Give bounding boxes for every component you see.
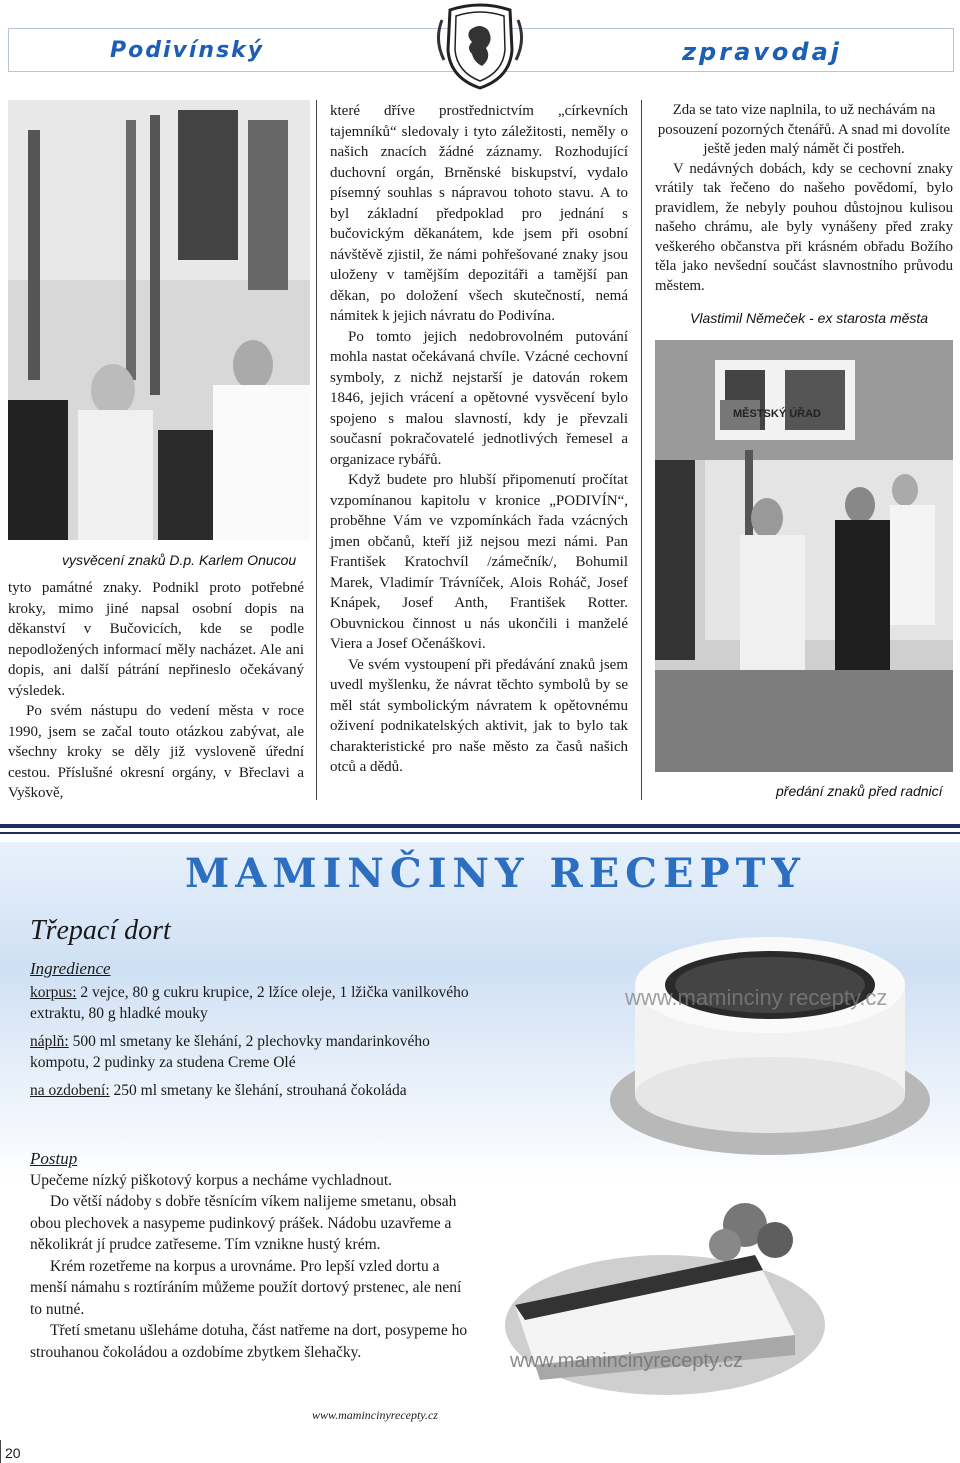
- column-divider: [641, 100, 642, 800]
- town-crest-icon: [430, 0, 530, 92]
- website-link[interactable]: www.mamincinyrecepty.cz: [312, 1408, 438, 1422]
- procedure-step: Krém rozetřeme na korpus a urovnáme. Pro lepší vzled dortu a menší námahu s roztíráním můžeme použít dortový prstenec, ale není to nutné.: [30, 1257, 462, 1318]
- photo-town-hall: [655, 340, 953, 772]
- watermark: www.maminciny recepty.cz: [625, 985, 888, 1010]
- korpus-text: 2 vejce, 80 g cukru krupice, 2 lžíce oleje, 1 lžička vanilkového extraktu, 80 g hladké mouky: [30, 983, 469, 1022]
- masthead-left: Podivínský: [110, 38, 265, 63]
- ozdobeni-label: na ozdobení:: [30, 1081, 110, 1099]
- paragraph: Když budete pro hlubší připomenutí pročítat vzpomínanou kapitolu v kronice „PODIVÍN“, proběhne Vám ve vzpomínkách řada vzácných jmen občanů, kteří již nejsou mezi námi. Pan František Kratochvíl /zámečník/, Bohumil Marek, Vladimír Trávníček, Alois Roháč, Josef Knápek, Josef Anth, František Rotter. Obuvnickou činnost u nás ukončili i manželé Viera a Josef Očenáškovi.: [330, 472, 628, 652]
- procedure-step: Upečeme nízký piškotový korpus a necháme vychladnout.: [30, 1171, 392, 1189]
- recipe-section-title: MAMINČINY RECEPTY: [185, 850, 806, 897]
- article-column-3: [655, 101, 953, 296]
- paragraph: které dříve prostřednictvím „církevních tajemníků“ sledovaly i tyto záležitosti, neměly o našich znacích žádné záznamy. Rozhodující duchovní orgán, Brněnské biskupství, vydalo písemný souhlas s nápravou tohoto stavu. A to byl základní předpoklad pro jednání s bučovickým děkanátem, kde jsem při osobní návštěvě zjistil, že námi pohřešované znaky jsou uloženy v tamějším depozitáři a tamější pan děkan, po doložení všech skutečností, nemá námitek k jejich návratu do Podivína.: [330, 103, 628, 324]
- paragraph: Ve svém vystoupení při předávání znaků jsem uvedl myšlenku, že návrat těchto symbolů by se měl stát symbolickým návratem k opětovnému oživení podnikatelských aktivit, jak to bylo tak charakteristické pro naše město za časů našich otců a dědů.: [330, 656, 628, 775]
- procedure: [30, 1148, 468, 1363]
- paragraph: Po svém nástupu do vedení města v roce 1990, jsem se začal touto otázkou zabývat, ale všechny kroky se děly již vysloveně úřední cestou. Příslušné okresní orgány, v Břeclavi a Vyškově,: [8, 703, 304, 801]
- paragraph: Po tomto jejich nedobrovolném putování mohla nastat očekávaná chvíle. Vzácné cechovní symboly, z nichž nejstarší je datován rokem 1846, jejich vrácení a opětovné vysvěcení bylo spojeno s malou slavností, kdy je převzali současní pokračovatelé jednotlivých řemesel a organizace rybářů.: [330, 328, 628, 468]
- paragraph: Zda se tato vize naplnila, to už nechávám na posouzení pozorných čtenářů. A snad mi dovolíte ještě jeden malý námět či postřeh.: [657, 102, 951, 157]
- procedure-step: Do větší nádoby s dobře těsnícím víkem nalijeme smetanu, obsah obou plechovek a nasypeme pudinkový prášek. Nádobu uzavřeme a několikrát jí prudce zatřeseme. Tím vznikne hustý krém.: [30, 1193, 457, 1253]
- ozdobeni-text: 250 ml smetany ke šlehání, strouhaná čokoláda: [109, 1081, 407, 1099]
- napln-label: náplň:: [30, 1032, 69, 1050]
- photo2-caption: předání znaků před radnicí: [776, 783, 943, 799]
- korpus-label: korpus:: [30, 983, 77, 1001]
- page-margin-rule: [0, 1440, 1, 1463]
- procedure-heading: Postup: [30, 1149, 78, 1168]
- section-band: [0, 824, 960, 828]
- article-column-2: [330, 101, 628, 778]
- ingredients: [30, 958, 470, 1101]
- sign-text: MĚSTSKÝ ÚŘAD: [733, 408, 822, 420]
- photo1-caption: vysvěcení znaků D.p. Karlem Onucou: [62, 552, 297, 568]
- column-divider: [316, 100, 317, 800]
- paragraph: tyto památné znaky. Podnikl proto potřebné kroky, mimo jiné napsal osobní dopis na děkanství v Bučovicích, kde se podle nepodložených informací měly nacházet. Ale ani dopis, ani další pátrání nepřineslo očekávaný výsledek.: [8, 580, 304, 699]
- dish-title: Třepací dort: [30, 915, 171, 946]
- ingredients-heading: Ingredience: [30, 959, 111, 978]
- masthead-right: zpravodaj: [682, 38, 842, 66]
- article-column-1: [8, 578, 304, 804]
- photo-consecration: [8, 100, 310, 540]
- napln-text: 500 ml smetany ke šlehání, 2 plechovky mandarinkového kompotu, 2 pudinky za studena Creme Olé: [30, 1032, 430, 1071]
- paragraph: V nedávných dobách, kdy se cechovní znaky vrátily tak řečeno do našeho povědomí, bylo pravidlem, že nebyly pouhou důstojnou kulisou našeho chrámu, ale byly vynášeny před zraky veškerého občanstva při krásném obřadu Božího těla jako nevšední součást slavnostního průvodu městem.: [655, 160, 953, 294]
- section-band-thin: [0, 832, 960, 834]
- cake-slice-photo: [495, 1185, 830, 1405]
- procedure-step: Třetí smetanu ušleháme dotuha, část natřeme na dort, posypeme ho strouhanou čokoládou a ozdobíme zbytkem šlehačky.: [30, 1322, 468, 1361]
- cake-whole-photo: [605, 915, 935, 1165]
- signature: Vlastimil Němeček - ex starosta města: [690, 310, 929, 326]
- page-number: 20: [5, 1445, 21, 1461]
- watermark: www.mamincinyrecepty.cz: [510, 1350, 744, 1372]
